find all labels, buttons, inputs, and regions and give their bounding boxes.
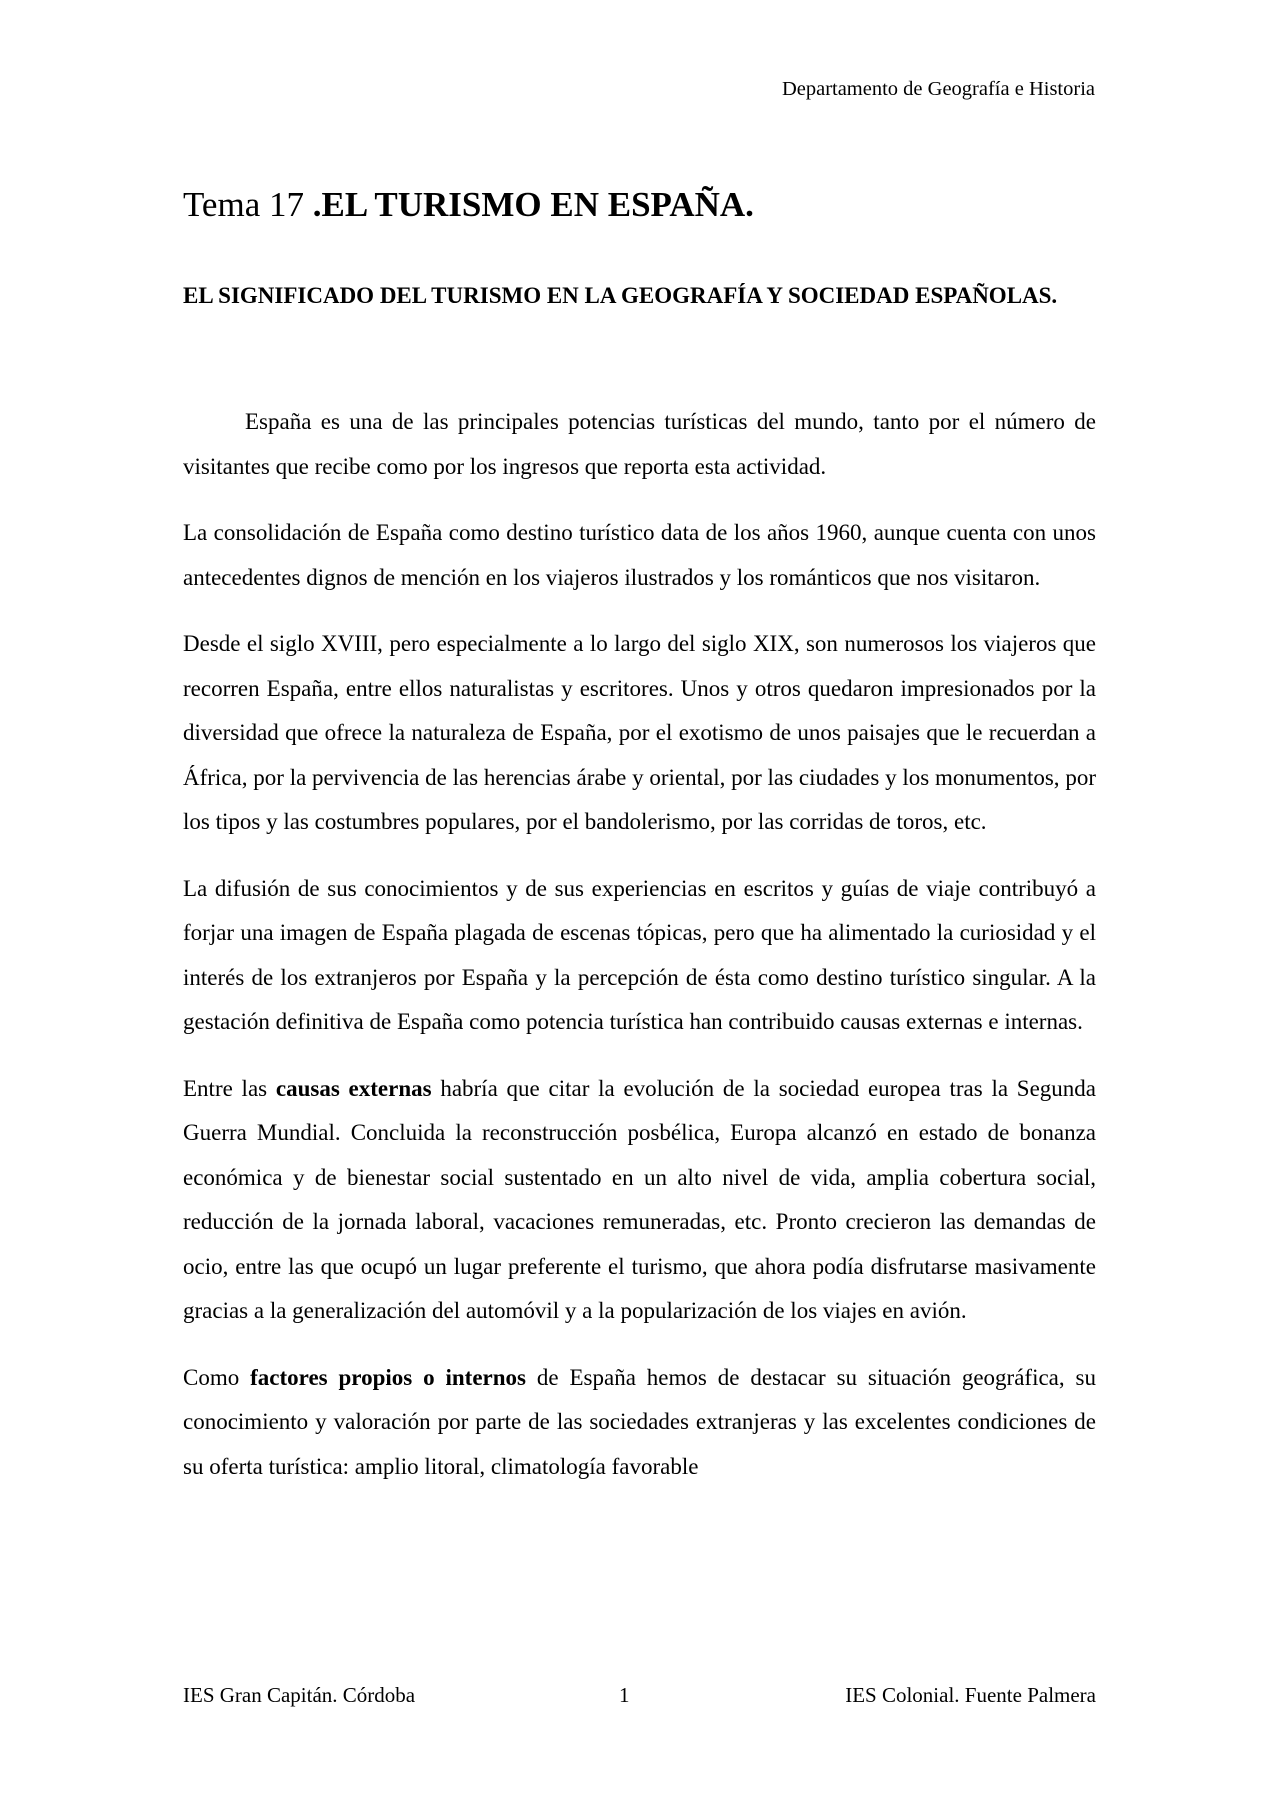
paragraph-5-bold: causas externas — [275, 1075, 432, 1101]
page-footer — [183, 1681, 1096, 1709]
paragraph-6-after: de España hemos de destacar su situación geográfica, su conocimiento y valoración por parte de las sociedades extranjeras y las excelentes condiciones de su oferta turística: amplio litoral, climatología favorable — [183, 1364, 1096, 1479]
page-title — [183, 184, 1095, 226]
department-label: Departamento de Geografía e Historia — [781, 78, 1095, 100]
paragraph-5 — [183, 1067, 1096, 1334]
title-prefix: Tema 17 — [183, 185, 313, 224]
paragraph-5-after: habría que citar la evolución de la sociedad europea tras la Segunda Guerra Mundial. Concluida la reconstrucción posbélica, Europa alcanzó en estado de bonanza económica y de bienestar social sustentado en un alto nivel de vida, amplia cobertura social, reducción de la jornada laboral, vacaciones remuneradas, etc. Pronto crecieron las demandas de ocio, entre las que ocupó un lugar preferente el turismo, que ahora podía disfrutarse masivamente gracias a la generalización del automóvil y a la popularización de los viajes en avión. — [183, 1075, 1097, 1323]
title-main: .EL TURISMO EN ESPAÑA. — [312, 185, 754, 224]
paragraph-4: La difusión de sus conocimientos y de sus experiencias en escritos y guías de viaje contribuyó a forjar una imagen de España plagada de escenas tópicas, pero que ha alimentado la curiosidad y el interés de los extranjeros por España y la percepción de ésta como destino turístico singular. A la gestación definitiva de España como potencia turística han contribuido causas externas e internas. — [183, 875, 1096, 1034]
footer-left: IES Gran Capitán. Córdoba — [183, 1683, 416, 1707]
paragraph-6-before: Como — [183, 1364, 251, 1390]
paragraph-6 — [183, 1356, 1096, 1490]
paragraph-3: Desde el siglo XVIII, pero especialmente a lo largo del siglo XIX, son numerosos los viajeros que recorren España, entre ellos naturalistas y escritores. Unos y otros quedaron impresionados por la diversidad que ofrece la naturaleza de España, por el exotismo de unos paisajes que le recuerdan a África, por la pervivencia de las herencias árabe y oriental, por las ciudades y los monumentos, por los tipos y las costumbres populares, por el bandolerismo, por las corridas de toros, etc. — [183, 631, 1096, 834]
document-body — [183, 400, 1096, 1511]
paragraph-2: La consolidación de España como destino turístico data de los años 1960, aunque cuenta con unos antecedentes dignos de mención en los viajeros ilustrados y los románticos que nos visitaron. — [183, 520, 1096, 590]
page-header — [183, 76, 1095, 102]
paragraph-6-bold: factores propios o internos — [250, 1364, 526, 1390]
section-heading: EL SIGNIFICADO DEL TURISMO EN LA GEOGRAFÍA Y SOCIEDAD ESPAÑOLAS. — [183, 283, 1058, 308]
footer-right: IES Colonial. Fuente Palmera — [845, 1683, 1096, 1707]
paragraph-1: España es una de las principales potencias turísticas del mundo, tanto por el número de visitantes que recibe como por los ingresos que reporta esta actividad. — [183, 409, 1096, 479]
paragraph-5-before: Entre las — [183, 1075, 276, 1101]
page-number: 1 — [619, 1683, 630, 1707]
